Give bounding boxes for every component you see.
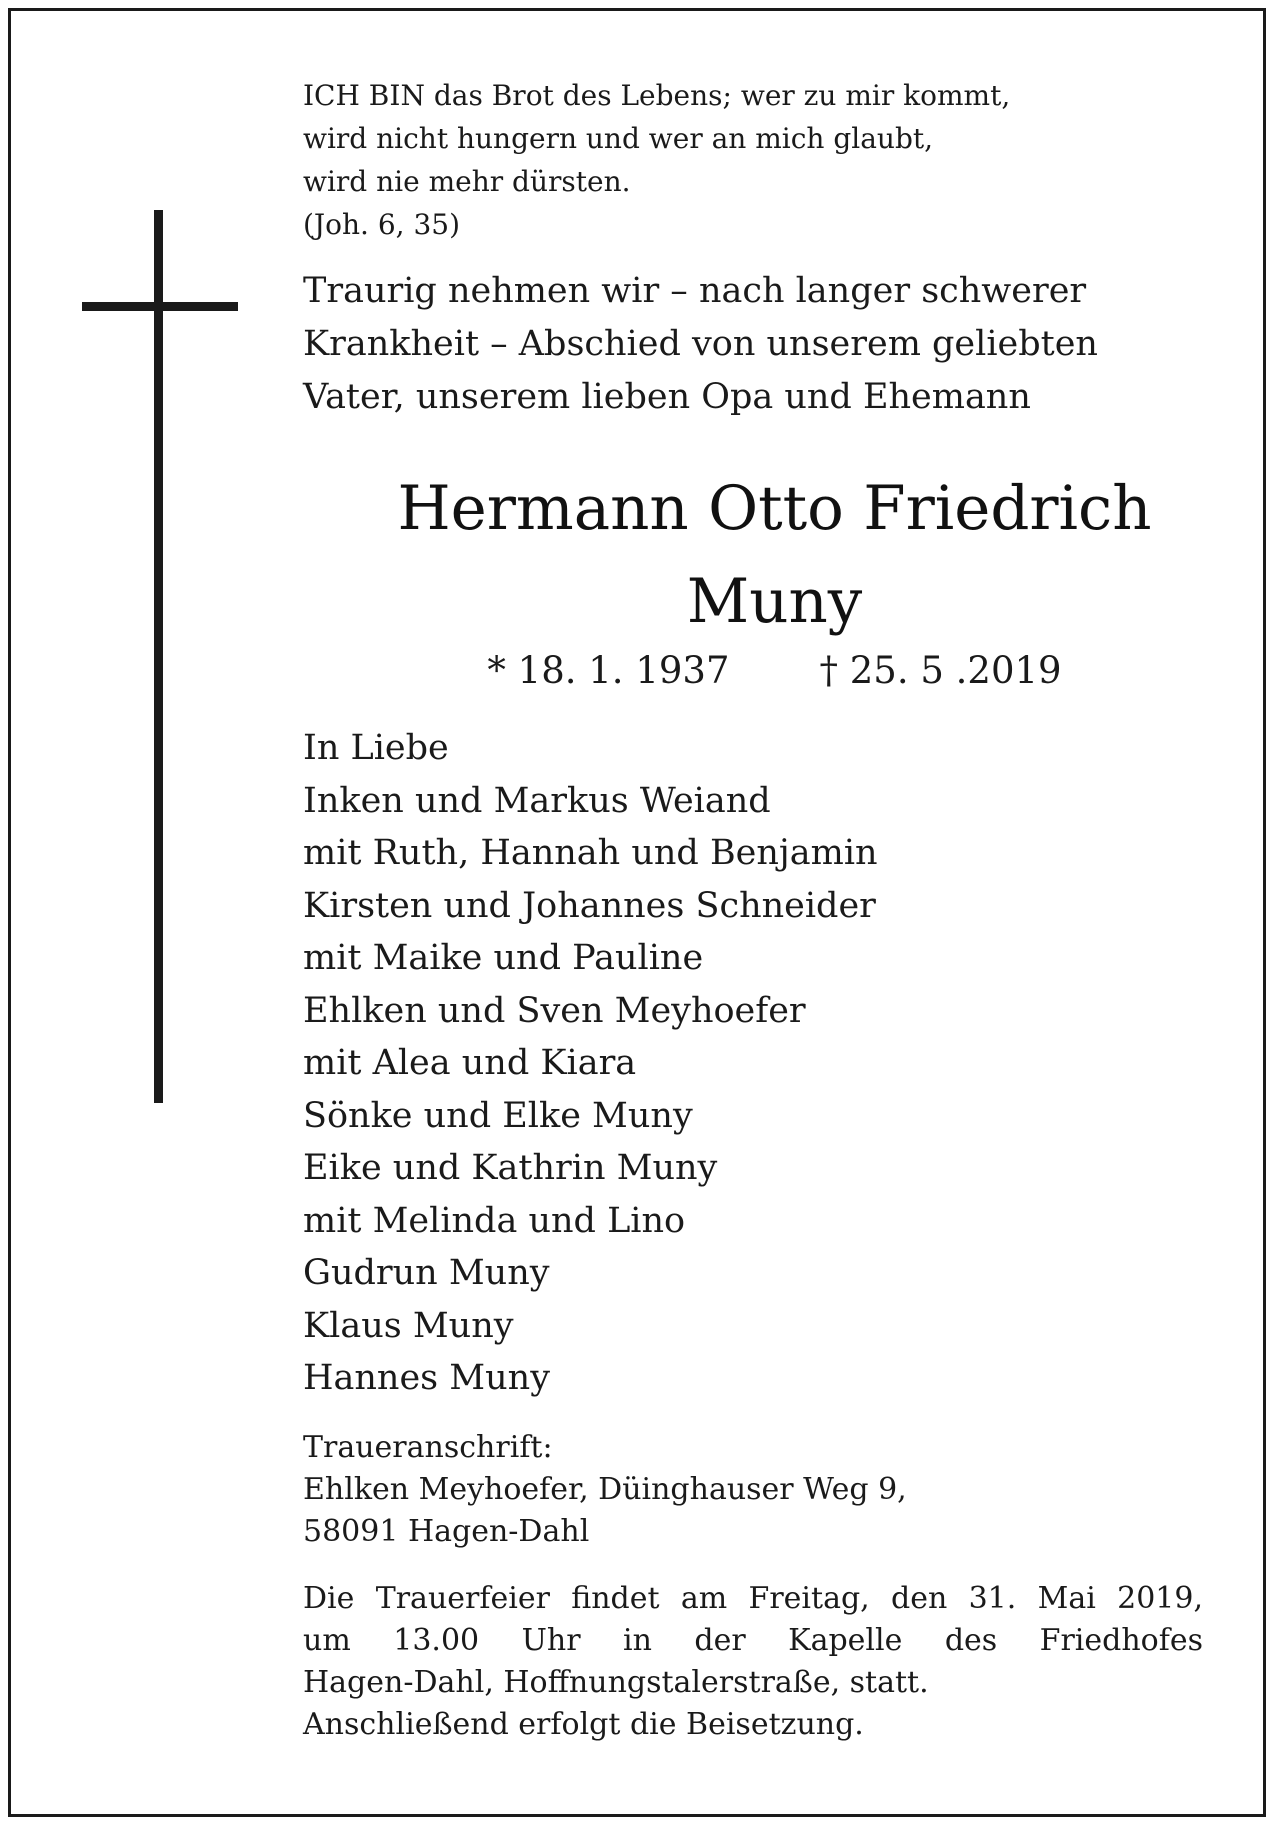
intro-text <box>303 265 1203 424</box>
life-dates <box>303 646 1246 696</box>
deceased-name-line2: Muny <box>686 566 863 637</box>
family-line: mit Maike und Pauline <box>303 938 704 978</box>
death-date: † 25. 5 .2019 <box>819 649 1062 692</box>
family-line: Sönke und Elke Muny <box>303 1095 693 1136</box>
intro-line: Traurig nehmen wir – nach langer schwerer <box>303 271 1087 311</box>
bible-verse <box>303 74 1203 246</box>
funeral-service-info <box>303 1578 1203 1746</box>
cross-icon <box>154 210 163 1103</box>
deceased-name <box>303 462 1246 648</box>
verse-line: wird nicht hungern und wer an mich glaubt, <box>303 122 934 155</box>
address-line: 58091 Hagen-Dahl <box>303 1514 590 1549</box>
family-line: In Liebe <box>303 728 449 768</box>
intro-line: Krankheit – Abschied von unserem geliebten <box>303 324 1098 364</box>
family-list <box>303 722 1203 1405</box>
family-line: mit Melinda und Lino <box>303 1200 686 1241</box>
service-line: um 13.00 Uhr in der Kapelle des Friedhofes <box>303 1623 1203 1658</box>
verse-line: wird nie mehr dürsten. <box>303 165 631 198</box>
family-line: Klaus Muny <box>303 1305 514 1346</box>
family-line: Inken und Markus Weiand <box>303 780 771 821</box>
cross-icon-bar <box>82 302 238 311</box>
address-label: Traueranschrift: <box>303 1430 553 1465</box>
deceased-name-line1: Hermann Otto Friedrich <box>397 473 1152 544</box>
verse-line: ICH BIN das Brot des Lebens; wer zu mir kommt, <box>303 79 1011 112</box>
family-line: mit Ruth, Hannah und Benjamin <box>303 833 878 873</box>
mourning-address <box>303 1427 1203 1553</box>
family-line: Ehlken und Sven Meyhoefer <box>303 990 806 1031</box>
service-line: Hagen-Dahl, Hoffnungstalerstraße, statt. <box>303 1665 929 1700</box>
verse-reference: (Joh. 6, 35) <box>303 208 461 241</box>
family-line: Hannes Muny <box>303 1358 550 1398</box>
family-line: Kirsten und Johannes Schneider <box>303 885 876 926</box>
service-line: Die Trauerfeier findet am Freitag, den 31. Mai 2019, <box>303 1581 1203 1616</box>
family-line: Eike und Kathrin Muny <box>303 1148 718 1188</box>
birth-date: * 18. 1. 1937 <box>487 649 730 692</box>
address-line: Ehlken Meyhoefer, Düinghauser Weg 9, <box>303 1472 907 1507</box>
service-line: Anschließend erfolgt die Beisetzung. <box>303 1707 864 1742</box>
family-line: mit Alea und Kiara <box>303 1043 637 1083</box>
intro-line: Vater, unserem lieben Opa und Ehemann <box>303 377 1031 417</box>
obituary-header <box>303 74 1203 424</box>
family-line: Gudrun Muny <box>303 1253 550 1293</box>
